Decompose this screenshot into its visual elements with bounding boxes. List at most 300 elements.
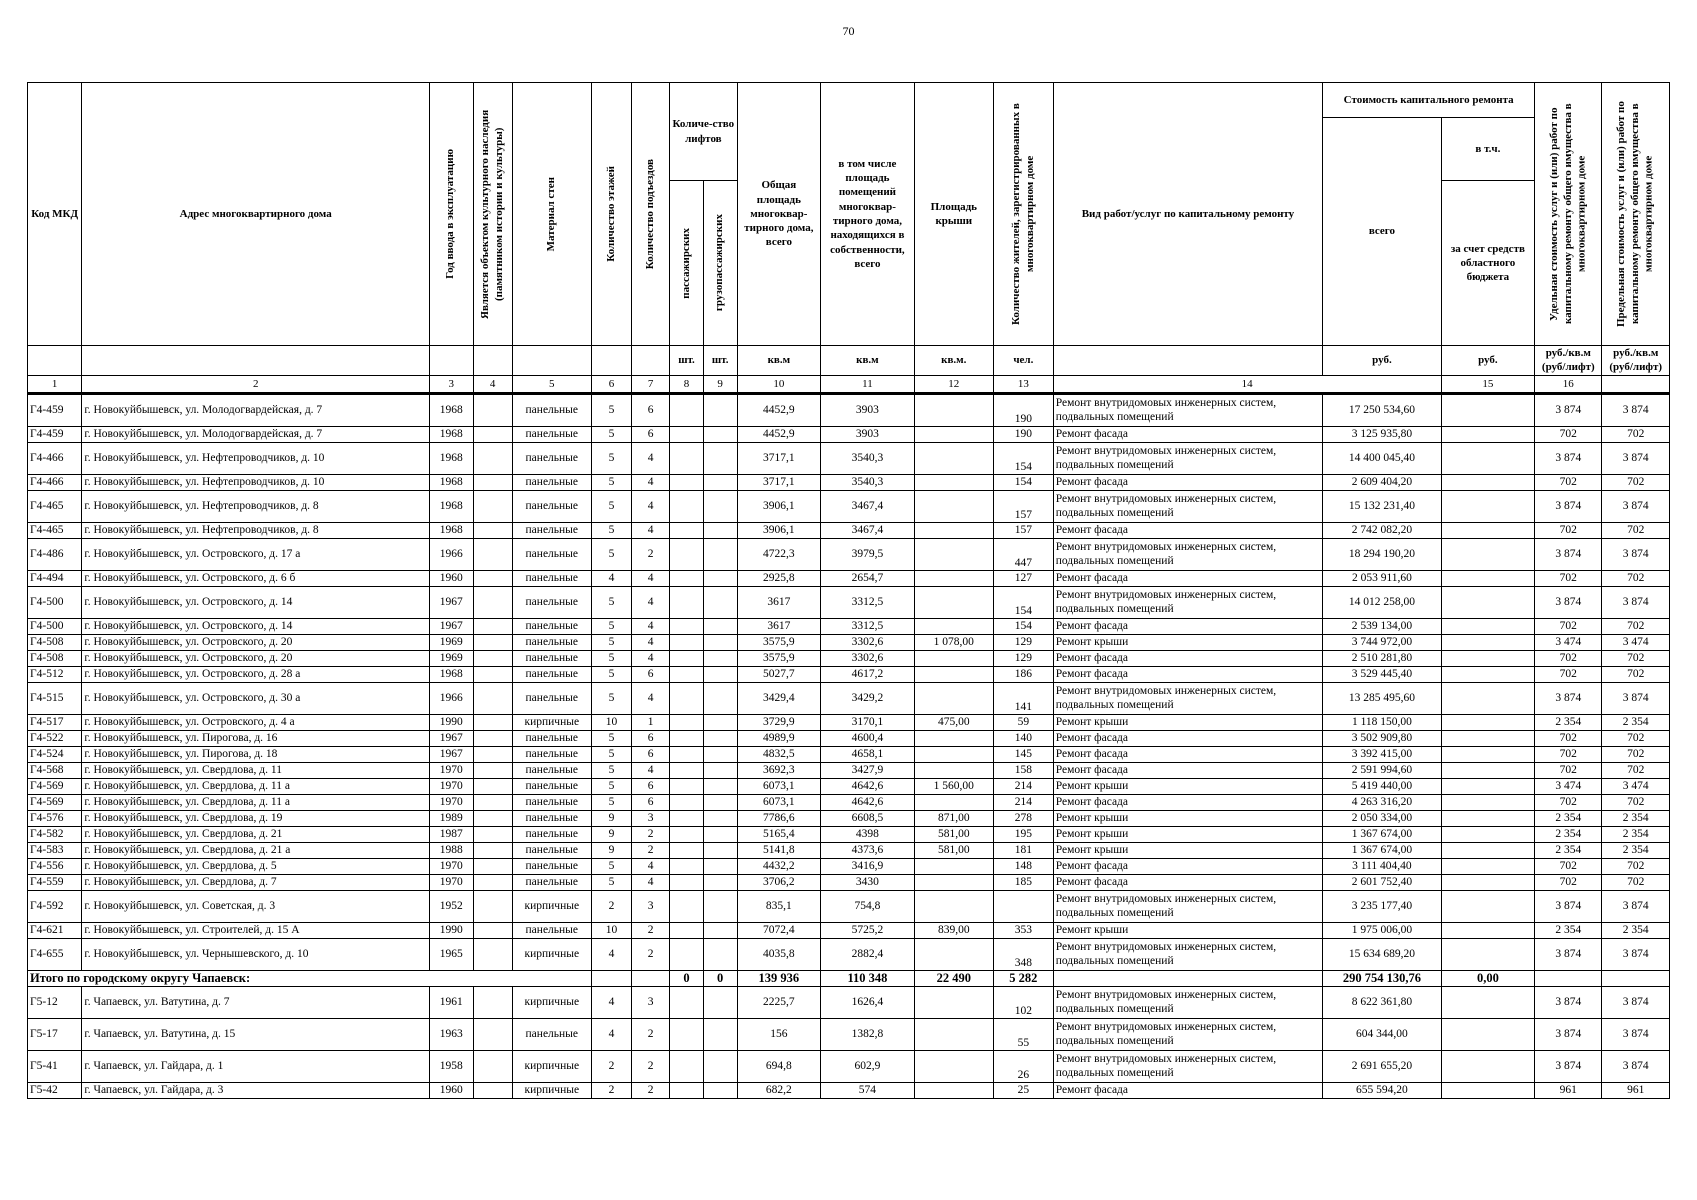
cell-residents: 154 xyxy=(993,618,1053,634)
total-row xyxy=(28,970,1670,986)
cell-cultural xyxy=(473,714,512,730)
cell-residents: 129 xyxy=(993,634,1053,650)
table-row xyxy=(28,730,1670,746)
cell-unit-cost: 3 874 xyxy=(1535,986,1602,1018)
cell-lifts-pass xyxy=(670,810,704,826)
cell-code: Г4-655 xyxy=(28,938,82,970)
cell-owned-area: 3430 xyxy=(821,874,914,890)
cell-cost-total: 3 744 972,00 xyxy=(1323,634,1441,650)
cell-unit-cost: 702 xyxy=(1535,730,1602,746)
cell-work-type: Ремонт фасада xyxy=(1053,426,1322,442)
cell-entrances: 3 xyxy=(632,890,670,922)
table-row xyxy=(28,890,1670,922)
cell-entrances: 6 xyxy=(632,778,670,794)
cell-total-area: 682,2 xyxy=(737,1082,821,1098)
cell-cost-total: 3 111 404,40 xyxy=(1323,858,1441,874)
cell-year: 1965 xyxy=(430,938,473,970)
cell-entrances: 4 xyxy=(632,490,670,522)
header-address: Адрес многоквартирного дома xyxy=(82,83,430,346)
cell-address: г. Новокуйбышевск, ул. Пирогова, д. 18 xyxy=(82,746,430,762)
cell-unit-cost: 2 354 xyxy=(1535,714,1602,730)
cell-roof-area: 581,00 xyxy=(914,842,993,858)
cell-unit-cost: 702 xyxy=(1535,650,1602,666)
cell-lifts-cargo xyxy=(703,714,737,730)
table-row xyxy=(28,714,1670,730)
cell-code: Г4-569 xyxy=(28,778,82,794)
cell-lifts-cargo xyxy=(703,618,737,634)
cell-lifts-pass xyxy=(670,1082,704,1098)
cell-cultural xyxy=(473,474,512,490)
cell-entrances: 4 xyxy=(632,474,670,490)
cell-material: панельные xyxy=(512,1018,591,1050)
cell-year: 1969 xyxy=(430,650,473,666)
cell-total-area: 4035,8 xyxy=(737,938,821,970)
cell-owned-area: 4398 xyxy=(821,826,914,842)
cell-code: Г4-466 xyxy=(28,474,82,490)
cell-unit-cost: 702 xyxy=(1535,762,1602,778)
cell-code: Г4-556 xyxy=(28,858,82,874)
cell-cost-regional xyxy=(1441,922,1534,938)
cell-owned-area: 602,9 xyxy=(821,1050,914,1082)
cell-entrances: 4 xyxy=(632,874,670,890)
cell-entrances: 4 xyxy=(632,682,670,714)
cell-owned-area: 1626,4 xyxy=(821,986,914,1018)
cell-cost-total: 2 601 752,40 xyxy=(1323,874,1441,890)
cell-residents: 195 xyxy=(993,826,1053,842)
unit-pcs: шт. xyxy=(703,346,737,376)
cell-cultural xyxy=(473,922,512,938)
cell-lifts-cargo xyxy=(703,666,737,682)
cell-limit-cost: 702 xyxy=(1602,618,1670,634)
cell-material: панельные xyxy=(512,730,591,746)
cell-code: Г5-12 xyxy=(28,986,82,1018)
cell-unit-cost: 3 474 xyxy=(1535,634,1602,650)
cell-lifts-pass xyxy=(670,618,704,634)
cell-entrances: 6 xyxy=(632,426,670,442)
cell-material: кирпичные xyxy=(512,938,591,970)
cell-work-type: Ремонт крыши xyxy=(1053,810,1322,826)
cell-total-area: 3906,1 xyxy=(737,490,821,522)
cell-limit-cost: 3 874 xyxy=(1602,538,1670,570)
cell-cost-regional xyxy=(1441,393,1534,426)
cell-floors: 5 xyxy=(591,634,631,650)
cell-lifts-cargo xyxy=(703,762,737,778)
cell-cost-total: 14 012 258,00 xyxy=(1323,586,1441,618)
cell-work-type: Ремонт фасада xyxy=(1053,570,1322,586)
cell-address: г. Новокуйбышевск, ул. Островского, д. 17 а xyxy=(82,538,430,570)
cell-limit-cost: 2 354 xyxy=(1602,826,1670,842)
cell-unit-cost: 3 874 xyxy=(1535,682,1602,714)
cell-cultural xyxy=(473,570,512,586)
cell-lifts-pass xyxy=(670,570,704,586)
cell-roof-area xyxy=(914,538,993,570)
total-limit-cost xyxy=(1602,970,1670,986)
cell-entrances: 4 xyxy=(632,522,670,538)
cell-material: панельные xyxy=(512,858,591,874)
cell-cost-total: 2 539 134,00 xyxy=(1323,618,1441,634)
cell-limit-cost: 702 xyxy=(1602,730,1670,746)
cell-code: Г4-582 xyxy=(28,826,82,842)
cell-floors: 4 xyxy=(591,986,631,1018)
cell-cost-regional xyxy=(1441,714,1534,730)
cell-lifts-cargo xyxy=(703,842,737,858)
unit-per-sqm: руб./кв.м (руб/лифт) xyxy=(1602,346,1670,376)
cell-work-type: Ремонт фасада xyxy=(1053,858,1322,874)
cell-limit-cost: 702 xyxy=(1602,874,1670,890)
cell-work-type: Ремонт внутридомовых инженерных систем, подвальных помещений xyxy=(1053,538,1322,570)
cell-cultural xyxy=(473,522,512,538)
cell-unit-cost: 3 874 xyxy=(1535,586,1602,618)
cell-lifts-pass xyxy=(670,826,704,842)
cell-material: панельные xyxy=(512,586,591,618)
header-residents: Количество жителей, зарегистрированных в многоквартирном доме xyxy=(1009,103,1036,325)
cell-floors: 5 xyxy=(591,522,631,538)
cell-limit-cost: 702 xyxy=(1602,570,1670,586)
cell-cost-regional xyxy=(1441,858,1534,874)
cell-owned-area: 3170,1 xyxy=(821,714,914,730)
cell-address: г. Новокуйбышевск, ул. Свердлова, д. 11 xyxy=(82,762,430,778)
cell-cost-total: 1 367 674,00 xyxy=(1323,826,1441,842)
cell-work-type: Ремонт крыши xyxy=(1053,634,1322,650)
cell-residents: 102 xyxy=(993,986,1053,1018)
cell-residents: 141 xyxy=(993,682,1053,714)
cell-address: г. Новокуйбышевск, ул. Свердлова, д. 19 xyxy=(82,810,430,826)
cell-floors: 4 xyxy=(591,938,631,970)
cell-owned-area: 3979,5 xyxy=(821,538,914,570)
cell-owned-area: 3302,6 xyxy=(821,650,914,666)
cell-material: панельные xyxy=(512,522,591,538)
cell-limit-cost: 961 xyxy=(1602,1082,1670,1098)
cell-material: панельные xyxy=(512,874,591,890)
cell-floors: 5 xyxy=(591,666,631,682)
cell-material: панельные xyxy=(512,842,591,858)
cell-lifts-pass xyxy=(670,682,704,714)
cell-floors: 5 xyxy=(591,762,631,778)
cell-cost-total: 17 250 534,60 xyxy=(1323,393,1441,426)
total-unit-cost xyxy=(1535,970,1602,986)
unit-sqm: кв.м. xyxy=(914,346,993,376)
cell-address: г. Новокуйбышевск, ул. Островского, д. 6 б xyxy=(82,570,430,586)
cell-unit-cost: 702 xyxy=(1535,570,1602,586)
cell-entrances: 2 xyxy=(632,1018,670,1050)
cell-cost-regional xyxy=(1441,874,1534,890)
unit-sqm: кв.м xyxy=(821,346,914,376)
cell-unit-cost: 2 354 xyxy=(1535,842,1602,858)
cell-cost-total: 18 294 190,20 xyxy=(1323,538,1441,570)
header-year: Год ввода в эксплуатацию xyxy=(444,149,457,279)
cell-roof-area: 1 560,00 xyxy=(914,778,993,794)
table-row xyxy=(28,986,1670,1018)
cell-lifts-cargo xyxy=(703,474,737,490)
cell-material: панельные xyxy=(512,426,591,442)
cell-floors: 5 xyxy=(591,682,631,714)
header-roof-area: Площадь крыши xyxy=(914,83,993,346)
table-row xyxy=(28,682,1670,714)
cell-cultural xyxy=(473,1050,512,1082)
cell-limit-cost: 3 874 xyxy=(1602,986,1670,1018)
cell-cost-total: 15 634 689,20 xyxy=(1323,938,1441,970)
cell-lifts-pass xyxy=(670,762,704,778)
cell-code: Г5-41 xyxy=(28,1050,82,1082)
cell-entrances: 2 xyxy=(632,1082,670,1098)
table-row xyxy=(28,922,1670,938)
cell-material: панельные xyxy=(512,634,591,650)
cell-material: кирпичные xyxy=(512,890,591,922)
cell-unit-cost: 702 xyxy=(1535,794,1602,810)
cell-lifts-cargo xyxy=(703,682,737,714)
cell-total-area: 694,8 xyxy=(737,1050,821,1082)
cell-lifts-cargo xyxy=(703,890,737,922)
cell-material: панельные xyxy=(512,650,591,666)
cell-limit-cost: 702 xyxy=(1602,426,1670,442)
cell-work-type: Ремонт внутридомовых инженерных систем, подвальных помещений xyxy=(1053,938,1322,970)
cell-entrances: 4 xyxy=(632,586,670,618)
table-header xyxy=(28,83,1670,394)
cell-address: г. Новокуйбышевск, ул. Островского, д. 30 а xyxy=(82,682,430,714)
cell-material: панельные xyxy=(512,746,591,762)
cell-owned-area: 3427,9 xyxy=(821,762,914,778)
cell-lifts-cargo xyxy=(703,778,737,794)
cell-material: панельные xyxy=(512,682,591,714)
cell-work-type: Ремонт фасада xyxy=(1053,794,1322,810)
cell-lifts-pass xyxy=(670,538,704,570)
cell-material: панельные xyxy=(512,762,591,778)
cell-residents: 348 xyxy=(993,938,1053,970)
cell-year: 1968 xyxy=(430,474,473,490)
cell-roof-area xyxy=(914,442,993,474)
cell-residents: 154 xyxy=(993,474,1053,490)
cell-lifts-pass xyxy=(670,746,704,762)
cell-address: г. Новокуйбышевск, ул. Молодогвардейская, д. 7 xyxy=(82,426,430,442)
cell-code: Г4-459 xyxy=(28,426,82,442)
cell-total-area: 3717,1 xyxy=(737,442,821,474)
cell-material: панельные xyxy=(512,810,591,826)
cell-residents: 59 xyxy=(993,714,1053,730)
total-residents: 5 282 xyxy=(993,970,1053,986)
cell-owned-area: 4642,6 xyxy=(821,778,914,794)
cell-cultural xyxy=(473,778,512,794)
table-row xyxy=(28,650,1670,666)
cell-unit-cost: 3 874 xyxy=(1535,538,1602,570)
cell-cost-regional xyxy=(1441,826,1534,842)
cell-address: г. Новокуйбышевск, ул. Островского, д. 14 xyxy=(82,618,430,634)
cell-year: 1970 xyxy=(430,858,473,874)
cell-floors: 5 xyxy=(591,474,631,490)
cell-owned-area: 4658,1 xyxy=(821,746,914,762)
cell-cultural xyxy=(473,890,512,922)
cell-floors: 5 xyxy=(591,538,631,570)
cell-residents xyxy=(993,890,1053,922)
table-row xyxy=(28,490,1670,522)
cell-address: г. Новокуйбышевск, ул. Нефтепроводчиков, д. 8 xyxy=(82,522,430,538)
cell-floors: 5 xyxy=(591,874,631,890)
cell-floors: 5 xyxy=(591,618,631,634)
cell-work-type: Ремонт внутридомовых инженерных систем, подвальных помещений xyxy=(1053,1050,1322,1082)
cell-address: г. Новокуйбышевск, ул. Строителей, д. 15 А xyxy=(82,922,430,938)
cell-floors: 5 xyxy=(591,490,631,522)
cell-material: панельные xyxy=(512,490,591,522)
cell-owned-area: 6608,5 xyxy=(821,810,914,826)
cell-work-type: Ремонт крыши xyxy=(1053,714,1322,730)
cell-lifts-cargo xyxy=(703,586,737,618)
cell-total-area: 835,1 xyxy=(737,890,821,922)
cell-residents: 186 xyxy=(993,666,1053,682)
cell-year: 1968 xyxy=(430,666,473,682)
cell-cost-regional xyxy=(1441,810,1534,826)
cell-lifts-pass xyxy=(670,922,704,938)
total-lifts-pass: 0 xyxy=(670,970,704,986)
cell-owned-area: 4617,2 xyxy=(821,666,914,682)
cell-total-area: 4722,3 xyxy=(737,538,821,570)
cell-total-area: 3575,9 xyxy=(737,650,821,666)
cell-year: 1970 xyxy=(430,762,473,778)
table-row xyxy=(28,474,1670,490)
cell-residents: 214 xyxy=(993,794,1053,810)
cell-entrances: 2 xyxy=(632,826,670,842)
cell-address: г. Новокуйбышевск, ул. Островского, д. 28 а xyxy=(82,666,430,682)
cell-lifts-cargo xyxy=(703,826,737,842)
cell-cultural xyxy=(473,858,512,874)
cell-lifts-cargo xyxy=(703,746,737,762)
cell-owned-area: 3312,5 xyxy=(821,586,914,618)
cell-floors: 10 xyxy=(591,922,631,938)
cell-limit-cost: 3 874 xyxy=(1602,1050,1670,1082)
cell-total-area: 7072,4 xyxy=(737,922,821,938)
cell-total-area: 5141,8 xyxy=(737,842,821,858)
cell-address: г. Новокуйбышевск, ул. Островского, д. 20 xyxy=(82,634,430,650)
table-row xyxy=(28,762,1670,778)
cell-lifts-cargo xyxy=(703,858,737,874)
cell-total-area: 2225,7 xyxy=(737,986,821,1018)
cell-work-type: Ремонт внутридомовых инженерных систем, подвальных помещений xyxy=(1053,890,1322,922)
cell-work-type: Ремонт фасада xyxy=(1053,730,1322,746)
cell-owned-area: 3312,5 xyxy=(821,618,914,634)
header-lifts: Количе-ство лифтов xyxy=(670,83,737,181)
header-lifts-cargo: грузопассажирских xyxy=(713,214,726,312)
cell-cost-regional xyxy=(1441,938,1534,970)
cell-roof-area xyxy=(914,650,993,666)
cell-floors: 5 xyxy=(591,730,631,746)
header-floors: Количество этажей xyxy=(604,166,617,262)
cell-code: Г4-465 xyxy=(28,522,82,538)
cell-roof-area: 581,00 xyxy=(914,826,993,842)
cell-work-type: Ремонт внутридомовых инженерных систем, подвальных помещений xyxy=(1053,393,1322,426)
cell-entrances: 4 xyxy=(632,570,670,586)
cell-code: Г4-568 xyxy=(28,762,82,778)
cell-code: Г4-494 xyxy=(28,570,82,586)
total-owned-area: 110 348 xyxy=(821,970,914,986)
cell-roof-area xyxy=(914,682,993,714)
table-row xyxy=(28,442,1670,474)
cell-cost-regional xyxy=(1441,538,1534,570)
table-row xyxy=(28,746,1670,762)
cell-lifts-cargo xyxy=(703,874,737,890)
cell-work-type: Ремонт внутридомовых инженерных систем, подвальных помещений xyxy=(1053,1018,1322,1050)
cell-roof-area xyxy=(914,586,993,618)
cell-year: 1960 xyxy=(430,1082,473,1098)
cell-owned-area: 754,8 xyxy=(821,890,914,922)
cell-roof-area xyxy=(914,794,993,810)
cell-limit-cost: 3 474 xyxy=(1602,634,1670,650)
cell-floors: 4 xyxy=(591,570,631,586)
cell-floors: 5 xyxy=(591,426,631,442)
cell-roof-area xyxy=(914,874,993,890)
header-total-area: Общая площадь многоквар-тирного дома, всего xyxy=(737,83,821,346)
cell-entrances: 4 xyxy=(632,858,670,874)
cell-cultural xyxy=(473,393,512,426)
cell-limit-cost: 3 874 xyxy=(1602,586,1670,618)
cell-limit-cost: 3 874 xyxy=(1602,682,1670,714)
cell-unit-cost: 3 874 xyxy=(1535,890,1602,922)
cell-cost-total: 3 502 909,80 xyxy=(1323,730,1441,746)
cell-cost-total: 3 125 935,80 xyxy=(1323,426,1441,442)
header-incl: в т.ч. xyxy=(1441,118,1534,181)
cell-cost-total: 655 594,20 xyxy=(1323,1082,1441,1098)
cell-code: Г4-592 xyxy=(28,890,82,922)
cell-work-type: Ремонт крыши xyxy=(1053,826,1322,842)
cell-cultural xyxy=(473,874,512,890)
cell-lifts-cargo xyxy=(703,1082,737,1098)
cell-code: Г4-576 xyxy=(28,810,82,826)
cell-year: 1967 xyxy=(430,586,473,618)
cell-entrances: 6 xyxy=(632,393,670,426)
cell-cultural xyxy=(473,842,512,858)
cell-owned-area: 2882,4 xyxy=(821,938,914,970)
cell-cost-total: 3 392 415,00 xyxy=(1323,746,1441,762)
cell-roof-area xyxy=(914,938,993,970)
cell-cultural xyxy=(473,986,512,1018)
cell-cultural xyxy=(473,538,512,570)
cell-cost-total: 1 367 674,00 xyxy=(1323,842,1441,858)
cell-owned-area: 2654,7 xyxy=(821,570,914,586)
cell-year: 1989 xyxy=(430,810,473,826)
cell-cost-regional xyxy=(1441,618,1534,634)
cell-floors: 2 xyxy=(591,1050,631,1082)
table-row xyxy=(28,634,1670,650)
cell-limit-cost: 3 874 xyxy=(1602,442,1670,474)
cell-limit-cost: 3 474 xyxy=(1602,778,1670,794)
table-row xyxy=(28,1050,1670,1082)
cell-address: г. Новокуйбышевск, ул. Пирогова, д. 16 xyxy=(82,730,430,746)
cell-cultural xyxy=(473,1018,512,1050)
total-cost-regional: 0,00 xyxy=(1441,970,1534,986)
cell-roof-area: 1 078,00 xyxy=(914,634,993,650)
cell-entrances: 2 xyxy=(632,922,670,938)
cell-cost-regional xyxy=(1441,634,1534,650)
cell-floors: 4 xyxy=(591,1018,631,1050)
cell-code: Г4-522 xyxy=(28,730,82,746)
cell-owned-area: 3302,6 xyxy=(821,634,914,650)
cell-address: г. Чапаевск, ул. Ватутина, д. 7 xyxy=(82,986,430,1018)
total-lifts-cargo: 0 xyxy=(703,970,737,986)
cell-residents: 26 xyxy=(993,1050,1053,1082)
cell-roof-area xyxy=(914,858,993,874)
cell-material: панельные xyxy=(512,922,591,938)
cell-material: кирпичные xyxy=(512,1050,591,1082)
cell-lifts-pass xyxy=(670,426,704,442)
cell-cultural xyxy=(473,490,512,522)
cell-work-type: Ремонт фасада xyxy=(1053,874,1322,890)
cell-year: 1968 xyxy=(430,442,473,474)
cell-address: г. Новокуйбышевск, ул. Островского, д. 14 xyxy=(82,586,430,618)
cell-lifts-cargo xyxy=(703,810,737,826)
cell-owned-area: 4642,6 xyxy=(821,794,914,810)
cell-residents: 154 xyxy=(993,442,1053,474)
cell-cultural xyxy=(473,650,512,666)
cell-cultural xyxy=(473,746,512,762)
table-row xyxy=(28,522,1670,538)
header-code: Код МКД xyxy=(28,83,82,346)
